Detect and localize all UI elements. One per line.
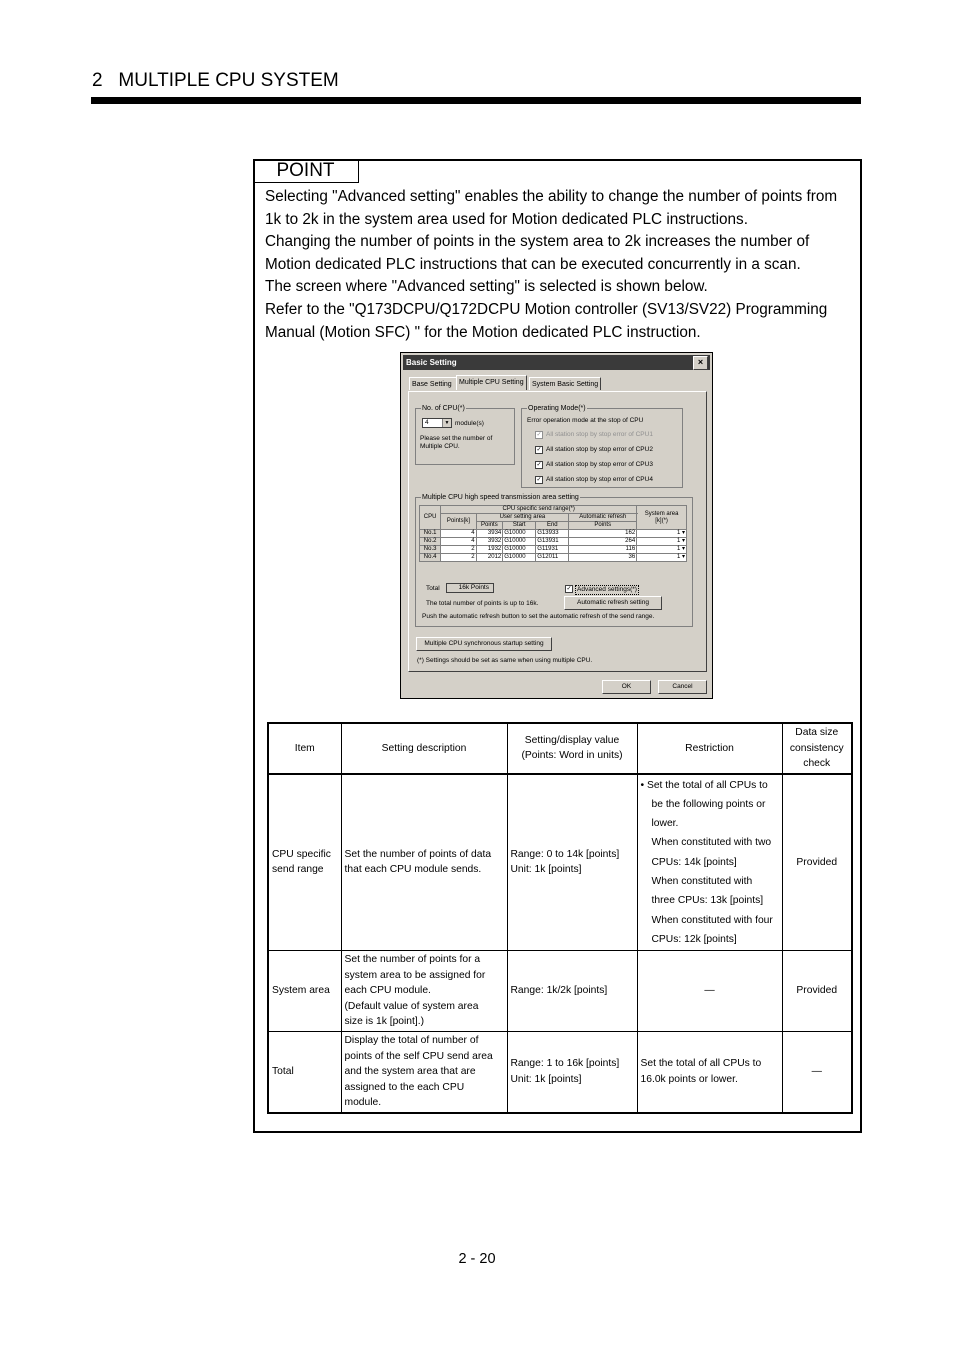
tab-base-setting[interactable]: Base Setting [409, 377, 457, 390]
grid-cell: 36 [569, 554, 637, 562]
grid-header: Points [569, 522, 637, 530]
tab-system-basic-setting[interactable]: System Basic Setting [529, 377, 601, 390]
chapter-number: 2 [92, 70, 103, 91]
chevron-down-icon: ▾ [681, 538, 685, 544]
system-area-select[interactable] [637, 538, 687, 546]
tab-multiple-cpu-setting[interactable]: Multiple CPU Setting [456, 375, 527, 390]
checkbox-cpu3[interactable]: ✓ [536, 462, 542, 468]
restriction-line: CPUs: 14k [points] [651, 856, 737, 868]
close-icon[interactable]: × [693, 356, 708, 370]
description-line: (Default value of system area [344, 1000, 479, 1012]
send-range-grid [419, 505, 687, 562]
restriction-cell [637, 1032, 782, 1113]
grid-cpu: No.3 [420, 546, 441, 554]
restriction-line: When constituted with four [651, 914, 773, 926]
sync-startup-button[interactable]: Multiple CPU synchronous startup setting [416, 637, 552, 651]
grid-header: Points[k] [441, 514, 476, 530]
restriction-line: 16.0k points or lower. [640, 1073, 738, 1085]
column-header-description: Setting description [341, 723, 507, 774]
table-row [268, 951, 852, 1032]
grid-cell: 116 [569, 546, 637, 554]
system-area-select[interactable] [637, 530, 687, 538]
checkbox-cpu4[interactable]: ✓ [536, 477, 542, 483]
restriction-line: When constituted with [651, 875, 753, 887]
grid-header: Points [476, 522, 503, 530]
restriction-line: Set the total of all CPUs to [640, 1058, 762, 1070]
grid-cell[interactable]: 2 [441, 546, 476, 554]
header-line: Setting/display value [524, 734, 620, 746]
description-line: and the system area that are [344, 1066, 476, 1078]
grid-cell: 1 [676, 538, 681, 544]
header-line: check [803, 758, 831, 769]
grid-cell: G13931 [536, 538, 569, 546]
chapter-heading [92, 70, 339, 92]
dialog-title: Basic Setting [406, 358, 457, 367]
grid-cell: G10000 [503, 546, 536, 554]
grid-cell: 1 [676, 554, 681, 560]
description-line: size is 1k [point].) [344, 1016, 425, 1028]
description-line: module. [344, 1097, 382, 1109]
system-area-select[interactable] [637, 546, 687, 554]
grid-cell: G12011 [536, 554, 569, 562]
grid-row [420, 554, 687, 562]
page-number: 2 - 20 [458, 1251, 496, 1267]
total-label: Total [426, 585, 440, 592]
advanced-settings-checkbox[interactable]: ✓ [566, 586, 572, 592]
value-line: Range: 1 to 16k [points] [510, 1058, 620, 1070]
value-cell [507, 1032, 637, 1113]
point-paragraph: Selecting "Advanced setting" enables the ability to change the number of points from 1k to 2k in the system area used for Motion dedicated PLC instructions. [265, 188, 838, 228]
point-paragraph: Changing the number of points in the system area to 2k increases the number of Motion dedicated PLC instructions that can be executed concurrently in a scan. [265, 233, 810, 273]
description-cell [341, 951, 507, 1032]
description-line: Display the total of number of [344, 1035, 479, 1047]
advanced-settings-label[interactable]: Advanced settings(*) [577, 586, 637, 593]
value-line: Unit: 1k [points] [510, 864, 582, 876]
point-paragraph: Refer to the "Q173DCPU/Q172DCPU Motion controller (SV13/SV22) Programming Manual (Motion SFC) " for the Motion dedicated PLC instruction. [265, 300, 828, 341]
no-of-cpu-legend: No. of CPU(*) [422, 405, 465, 412]
grid-cell: 264 [569, 538, 637, 546]
cpu-count-unit: module(s) [455, 420, 484, 427]
restriction-cell: — [637, 951, 782, 1032]
column-header-restriction: Restriction [637, 723, 782, 774]
operating-mode-caption: Error operation mode at the stop of CPU [527, 417, 644, 424]
column-header-item: Item [268, 723, 341, 774]
description-line: points of the self CPU send area [344, 1050, 493, 1062]
grid-cell: G10000 [503, 538, 536, 546]
grid-header: End [536, 522, 569, 530]
operating-mode-legend: Operating Mode(*) [528, 405, 586, 412]
column-header-check [782, 723, 852, 774]
item-line: send range [272, 864, 324, 876]
column-header-value [507, 723, 637, 774]
value-line: Unit: 1k [points] [510, 1073, 582, 1085]
push-note: Push the automatic refresh button to set the automatic refresh of the send range. [422, 613, 655, 620]
value-cell [507, 774, 637, 951]
description-line: each CPU module. [344, 985, 431, 997]
total-note: The total number of points is up to 16k. [426, 600, 539, 607]
option-cpu4-label: All station stop by stop error of CPU4 [546, 476, 653, 483]
cpu-count-select[interactable] [422, 418, 452, 428]
grid-header [637, 506, 687, 530]
description-line: Set the number of points of data [344, 848, 492, 860]
grid-cell: 1 [676, 530, 681, 536]
grid-cell: G10000 [503, 554, 536, 562]
grid-header: CPU specific send range(*) [441, 506, 637, 514]
dialog-title-bar [403, 355, 710, 370]
ok-button[interactable]: OK [602, 680, 651, 694]
description-cell [341, 1032, 507, 1113]
description-line: that each CPU module sends. [344, 864, 482, 876]
header-line: (Points: Word in units) [521, 750, 623, 762]
header-line: Data size [795, 727, 839, 738]
point-text [265, 186, 850, 344]
settings-footnote: (*) Settings should be set as same when using multiple CPU. [417, 657, 593, 664]
no-of-cpu-group [415, 405, 515, 465]
check-cell: Provided [782, 774, 852, 951]
table-row [268, 1032, 852, 1113]
grid-cell: 1 [676, 546, 681, 552]
item-line: CPU specific [272, 848, 331, 860]
grid-cell[interactable]: 4 [441, 538, 476, 546]
grid-cell: 3934 [476, 530, 503, 538]
check-cell: — [782, 1032, 852, 1113]
chevron-down-icon: ▾ [681, 546, 685, 552]
value-cell: Range: 1k/2k [points] [507, 951, 637, 1032]
option-cpu2-label: All station stop by stop error of CPU2 [546, 446, 653, 453]
automatic-refresh-button[interactable]: Automatic refresh setting [564, 596, 662, 610]
point-label: POINT [253, 159, 359, 183]
grid-cell: 162 [569, 530, 637, 538]
grid-cell: G10000 [503, 530, 536, 538]
operating-mode-group [521, 405, 683, 488]
grid-row [420, 538, 687, 546]
grid-cpu: No.1 [420, 530, 441, 538]
restriction-cell [637, 774, 782, 951]
point-paragraph: The screen where "Advanced setting" is selected is shown below. [265, 278, 708, 296]
grid-cell: G11931 [536, 546, 569, 554]
cancel-button[interactable]: Cancel [658, 680, 707, 694]
cpu-count-value: 4 [425, 419, 429, 426]
option-cpu1-label: All station stop by stop error of CPU1 [546, 431, 653, 438]
item-cell: System area [268, 951, 341, 1032]
check-cell: Provided [782, 951, 852, 1032]
grid-row [420, 546, 687, 554]
grid-cell: 1932 [476, 546, 503, 554]
grid-header: CPU [420, 506, 441, 530]
description-cell [341, 774, 507, 951]
restriction-line: When constituted with two [651, 837, 772, 849]
chapter-rule [91, 97, 861, 104]
settings-table [267, 722, 853, 1114]
restriction-line: lower. [651, 818, 679, 830]
basic-setting-dialog [400, 352, 713, 699]
transmission-area-group [415, 494, 693, 627]
chevron-down-icon: ▾ [681, 554, 685, 560]
cpu-count-hint: Multiple CPU. [420, 443, 460, 450]
description-line: assigned to the each CPU [344, 1081, 465, 1093]
grid-header-line: System area [644, 510, 679, 517]
grid-cell[interactable]: 2 [441, 554, 476, 562]
restriction-line: three CPUs: 13k [points] [651, 895, 764, 907]
transmission-legend: Multiple CPU high speed transmission area setting [422, 494, 579, 501]
grid-cell: 3932 [476, 538, 503, 546]
grid-cpu: No.2 [420, 538, 441, 546]
table-row [268, 774, 852, 951]
cpu-count-hint: Please set the number of [420, 435, 493, 442]
total-value: 16k Points [446, 583, 494, 593]
checkbox-cpu1: ✓ [536, 432, 542, 438]
grid-header: Automatic refresh [569, 514, 637, 522]
grid-cell: G13933 [536, 530, 569, 538]
restriction-line: • Set the total of all CPUs to [640, 779, 768, 791]
grid-cell[interactable]: 4 [441, 530, 476, 538]
checkbox-cpu2[interactable]: ✓ [536, 447, 542, 453]
grid-cell: 2012 [476, 554, 503, 562]
item-cell: Total [268, 1032, 341, 1113]
description-line: system area to be assigned for [344, 969, 486, 981]
description-line: Set the number of points for a [344, 954, 481, 966]
grid-header: User setting area [476, 514, 569, 522]
grid-cpu: No.4 [420, 554, 441, 562]
restriction-line: be the following points or [651, 798, 766, 810]
chapter-title: MULTIPLE CPU SYSTEM [118, 70, 339, 91]
chevron-down-icon: ▼ [442, 419, 451, 427]
restriction-line: CPUs: 12k [points] [651, 933, 737, 945]
multiple-cpu-panel [408, 391, 707, 672]
grid-header-line: [k](*) [655, 517, 668, 524]
chevron-down-icon: ▾ [681, 530, 685, 536]
system-area-select[interactable] [637, 554, 687, 562]
item-cell [268, 774, 341, 951]
value-line: Range: 0 to 14k [points] [510, 848, 620, 860]
header-line: consistency [789, 742, 844, 754]
option-cpu3-label: All station stop by stop error of CPU3 [546, 461, 653, 468]
grid-header: Start [503, 522, 536, 530]
grid-row [420, 530, 687, 538]
